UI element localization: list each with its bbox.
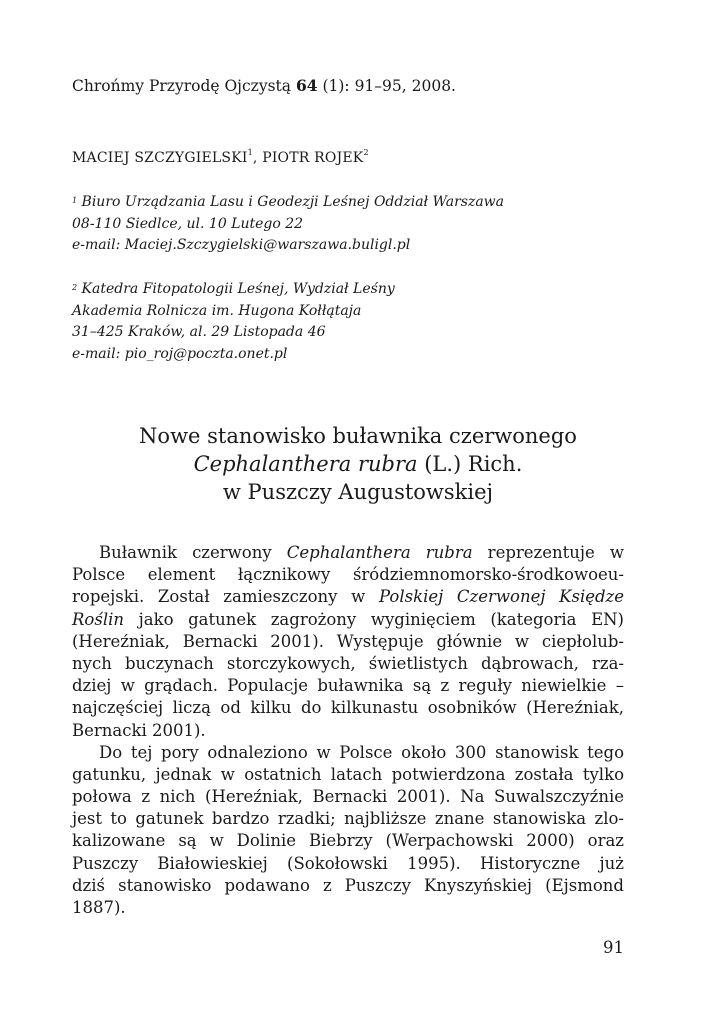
- affiliation-2-department: Katedra Fitopatologii Leśnej, Wydział Leśny: [77, 281, 395, 297]
- affiliation-1-institution: Biuro Urządzania Lasu i Geodezji Leśnej Oddział Warszawa: [77, 194, 504, 210]
- body-text: jako gatunek zagrożony wyginięciem (kategoria EN): [124, 609, 624, 629]
- author-2-sup: 2: [363, 148, 369, 157]
- article-title: [72, 422, 644, 506]
- body-line: [72, 542, 624, 564]
- body-line: Bernacki 2001).: [72, 720, 206, 740]
- body-line: gatunku, jednak w ostatnich latach potwierdzona została tylko: [72, 764, 624, 784]
- body-line: jest to gatunek bardzo rzadki; najbliższe znane stanowiska zlo-: [72, 809, 624, 829]
- affiliation-2-institution: Akademia Rolnicza im. Hugona Kołłątaja: [72, 302, 362, 319]
- affiliation-1: [72, 192, 504, 257]
- author-1: MACIEJ SZCZYGIELSKI: [72, 150, 248, 166]
- body-line: Polsce element łącznikowy śródziemnomorsko-środkowoeu-: [72, 565, 624, 585]
- affiliation-1-email: e-mail: Maciej.Szczygielski@warszawa.buligl.pl: [72, 237, 411, 253]
- affiliation-2-sup: 2: [72, 283, 78, 292]
- body-text: ropejski. Został zamieszczony w: [72, 587, 379, 607]
- title-line-1: Nowe stanowisko buławnika czerwonego: [139, 424, 577, 448]
- body-line: nych buczynach storczykowych, świetlistych dąbrowach, rza-: [72, 653, 624, 673]
- journal-citation: [72, 76, 456, 95]
- body-line: kalizowane są w Dolinie Biebrzy (Werpachowski 2000) oraz: [72, 831, 624, 851]
- title-line-2: [72, 450, 644, 478]
- body-line: [72, 586, 624, 608]
- article-body: [72, 542, 624, 919]
- page-number: 91: [603, 938, 624, 957]
- affiliation-1-address: 08-110 Siedlce, ul. 10 Lutego 22: [72, 215, 304, 232]
- title-species-name: Cephalanthera rubra: [193, 452, 418, 476]
- body-line: najczęściej liczą od kilku do kilkunastu osobników (Hereźniak,: [72, 698, 624, 718]
- author-separator: ,: [252, 150, 263, 166]
- title-authority: (L.) Rich.: [417, 452, 523, 476]
- body-text: Buławnik czerwony: [99, 543, 287, 562]
- body-line: (Hereźniak, Bernacki 2001). Występuje głównie w ciepłolub-: [72, 631, 624, 651]
- body-italic-text: Polskiej Czerwonej Księdze: [378, 587, 625, 607]
- affiliation-2-email: e-mail: pio_roj@poczta.onet.pl: [72, 345, 288, 362]
- body-line: dziś stanowisko podawano z Puszczy Knyszyńskiej (Ejsmond: [72, 875, 624, 895]
- body-italic-text: Roślin: [72, 609, 125, 629]
- body-text: reprezentuje w: [472, 543, 624, 562]
- body-italic-text: Cephalanthera rubra: [286, 543, 473, 562]
- citation-prefix: Chrońmy Przyrodę Ojczystą: [72, 77, 296, 95]
- affiliation-1-sup: 1: [72, 196, 78, 205]
- authors-line: [72, 150, 369, 166]
- citation-volume: 64: [295, 76, 318, 95]
- body-line: 1887).: [72, 898, 126, 917]
- body-line: Do tej pory odnaleziono w Polsce około 300 stanowisk tego: [99, 742, 624, 762]
- body-line: [72, 609, 624, 631]
- author-2: PIOTR ROJEK: [262, 150, 364, 166]
- body-line: Puszczy Białowieskiej (Sokołowski 1995). Historyczne już: [72, 853, 624, 873]
- body-line: połowa z nich (Hereźniak, Bernacki 2001). Na Suwalszczyźnie: [72, 787, 624, 807]
- author-1-sup: 1: [247, 148, 253, 157]
- body-line: dziej w grądach. Populacje buławnika są z reguły niewielkie –: [72, 676, 624, 696]
- affiliation-2-address: 31–425 Kraków, al. 29 Listopada 46: [72, 324, 326, 340]
- affiliation-2-line-1: [72, 279, 395, 301]
- affiliation-1-line-1: [72, 192, 504, 214]
- title-line-3: w Puszczy Augustowskiej: [222, 480, 494, 504]
- affiliation-2: [72, 279, 395, 365]
- citation-suffix: (1): 91–95, 2008.: [317, 77, 456, 95]
